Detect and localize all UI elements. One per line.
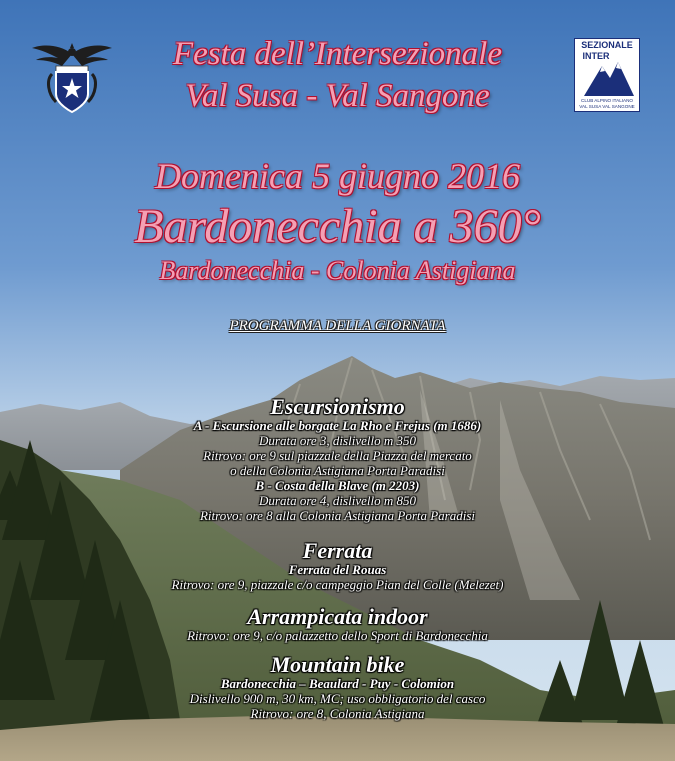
section-ferrata (0, 540, 675, 592)
escursionismo-a-line3: o della Colonia Astigiana Porta Paradisi (230, 463, 445, 478)
header-title-line1: Festa dell’Intersezionale (172, 36, 502, 72)
logo-right-inter: INTER (582, 51, 610, 61)
section-mountain-bike (0, 654, 675, 721)
arrampicata-line1: Ritrovo: ore 9, c/o palazzetto dello Sport di Bardonecchia (187, 628, 488, 643)
mtb-sub: Bardonecchia – Beaulard - Puy - Colomion (220, 676, 455, 691)
escursionismo-b-line2: Ritrovo: ore 8 alla Colonia Astigiana Porta Paradisi (199, 508, 476, 523)
ferrata-title: Ferrata (302, 538, 373, 563)
event-date: Domenica 5 giugno 2016 (155, 156, 520, 196)
escursionismo-title: Escursionismo (270, 394, 405, 419)
programme-heading (0, 318, 675, 335)
event-name: Bardonecchia a 360° (134, 200, 541, 253)
programme-heading-text: PROGRAMMA DELLA GIORNATA (229, 318, 446, 334)
ferrata-sub: Ferrata del Rouas (288, 562, 387, 577)
escursionismo-a-title: A - Escursione alle borgate La Rho e Frejus (m 1686) (193, 418, 482, 433)
mtb-title: Mountain bike (270, 652, 405, 677)
escursionismo-b-line1: Durata ore 4, dislivello m 850 (259, 493, 416, 508)
mtb-line1: Dislivello 900 m, 30 km, MC; uso obbligatorio del casco (189, 691, 486, 706)
section-arrampicata (0, 606, 675, 643)
logo-right-valsusa: VAL SUSA VAL SANGONE (579, 104, 635, 109)
ferrata-line1: Ritrovo: ore 9, piazzale c/o campeggio Pian del Colle (Melezet) (171, 577, 504, 592)
header-title-line2: Val Susa - Val Sangone (185, 78, 490, 114)
section-escursionismo (0, 396, 675, 523)
event-location: Bardonecchia - Colonia Astigiana (159, 256, 516, 285)
arrampicata-title: Arrampicata indoor (247, 604, 428, 629)
mtb-line2: Ritrovo: ore 8, Colonia Astigiana (250, 706, 425, 721)
escursionismo-a-line2: Ritrovo: ore 9 sul piazzale della Piazza del mercato (203, 448, 472, 463)
logo-right-sezionale: SEZIONALE (581, 40, 633, 50)
logo-right-cai: CLUB ALPINO ITALIANO (581, 98, 633, 103)
escursionismo-b-title: B - Costa della Blave (m 2203) (255, 478, 420, 493)
escursionismo-a-line1: Durata ore 3, dislivello m 350 (259, 433, 416, 448)
